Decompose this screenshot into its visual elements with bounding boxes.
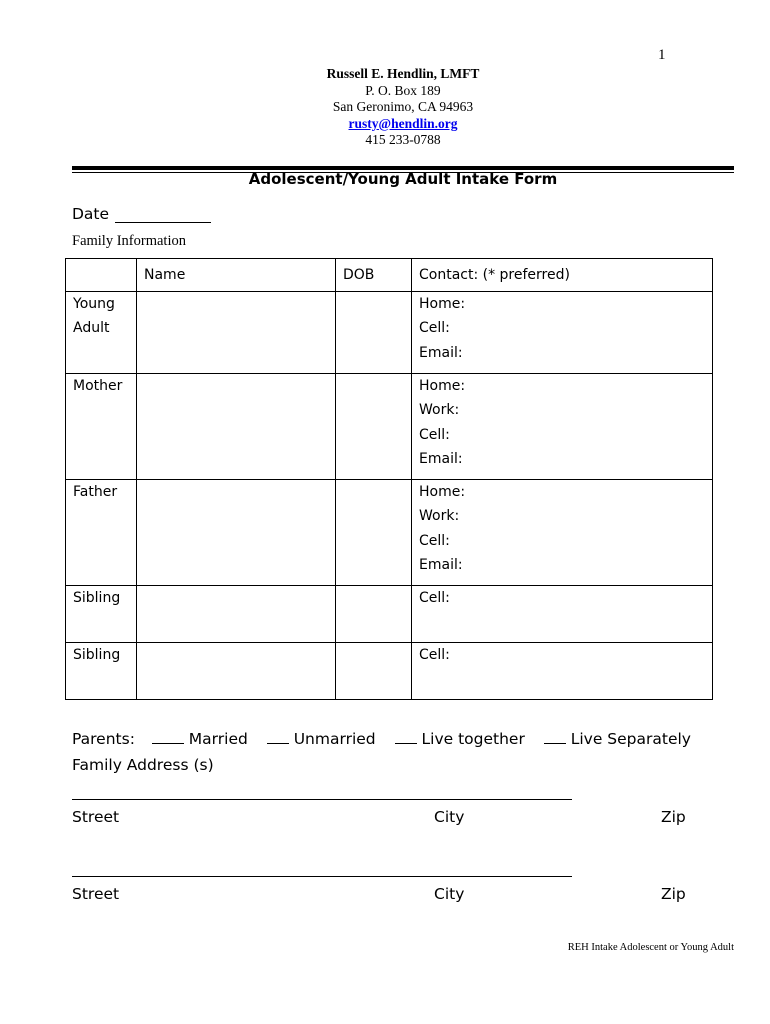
street-label: Street (72, 808, 120, 826)
row-label: Sibling (66, 586, 137, 643)
live-separately-blank[interactable] (544, 731, 566, 744)
date-row (72, 205, 211, 223)
table-row (66, 643, 713, 700)
footer-text: REH Intake Adolescent or Young Adult (567, 942, 734, 953)
option-live-separately: Live Separately (570, 730, 691, 748)
row-label: Mother (66, 374, 137, 480)
table-header-row (66, 259, 713, 292)
parents-row (72, 730, 691, 748)
dob-cell[interactable] (336, 480, 412, 586)
header-cell-dob: DOB (336, 259, 412, 292)
practitioner-name: Russell E. Hendlin, LMFT (326, 66, 480, 81)
dob-cell[interactable] (336, 586, 412, 643)
email-link[interactable]: rusty@hendlin.org (348, 115, 458, 131)
married-blank[interactable] (152, 731, 184, 744)
table-row (66, 480, 713, 586)
family-info-label: Family Information (72, 233, 186, 249)
city-label: City (434, 808, 465, 826)
name-cell[interactable] (137, 480, 336, 586)
table-row (66, 586, 713, 643)
letterhead (0, 66, 770, 149)
name-cell[interactable] (137, 643, 336, 700)
page-number: 1 (658, 47, 666, 63)
zip-label: Zip (661, 885, 686, 903)
parents-label: Parents: (72, 730, 135, 748)
phone: 415 233-0788 (365, 132, 441, 147)
contact-cell[interactable]: Home: Work: Cell: Email: (412, 480, 713, 586)
address-line-1[interactable] (72, 799, 572, 800)
option-live-together: Live together (421, 730, 525, 748)
address-line-2[interactable] (72, 876, 572, 877)
family-table (65, 258, 713, 700)
row-label: Young Adult (66, 292, 137, 374)
row-label: Sibling (66, 643, 137, 700)
city-line: San Geronimo, CA 94963 (332, 99, 474, 114)
zip-label: Zip (661, 808, 686, 826)
date-label: Date (72, 205, 110, 223)
dob-cell[interactable] (336, 374, 412, 480)
contact-cell[interactable]: Home: Work: Cell: Email: (412, 374, 713, 480)
date-field[interactable] (115, 206, 211, 223)
family-address-label: Family Address (s) (72, 756, 214, 774)
name-cell[interactable] (137, 292, 336, 374)
contact-cell[interactable]: Cell: (412, 643, 713, 700)
street-label: Street (72, 885, 120, 903)
option-married: Married (188, 730, 248, 748)
dob-cell[interactable] (336, 643, 412, 700)
name-cell[interactable] (137, 374, 336, 480)
option-unmarried: Unmarried (293, 730, 376, 748)
form-title: Adolescent/Young Adult Intake Form (248, 170, 558, 188)
name-cell[interactable] (137, 586, 336, 643)
live-together-blank[interactable] (395, 731, 417, 744)
header-cell-contact: Contact: (* preferred) (412, 259, 713, 292)
contact-cell[interactable]: Cell: (412, 586, 713, 643)
row-label: Father (66, 480, 137, 586)
contact-cell[interactable]: Home: Cell: Email: (412, 292, 713, 374)
unmarried-blank[interactable] (267, 731, 289, 744)
po-box: P. O. Box 189 (365, 82, 441, 98)
city-label: City (434, 885, 465, 903)
dob-cell[interactable] (336, 292, 412, 374)
header-cell-name: Name (137, 259, 336, 292)
table-row (66, 292, 713, 374)
header-cell-blank (66, 259, 137, 292)
table-row (66, 374, 713, 480)
